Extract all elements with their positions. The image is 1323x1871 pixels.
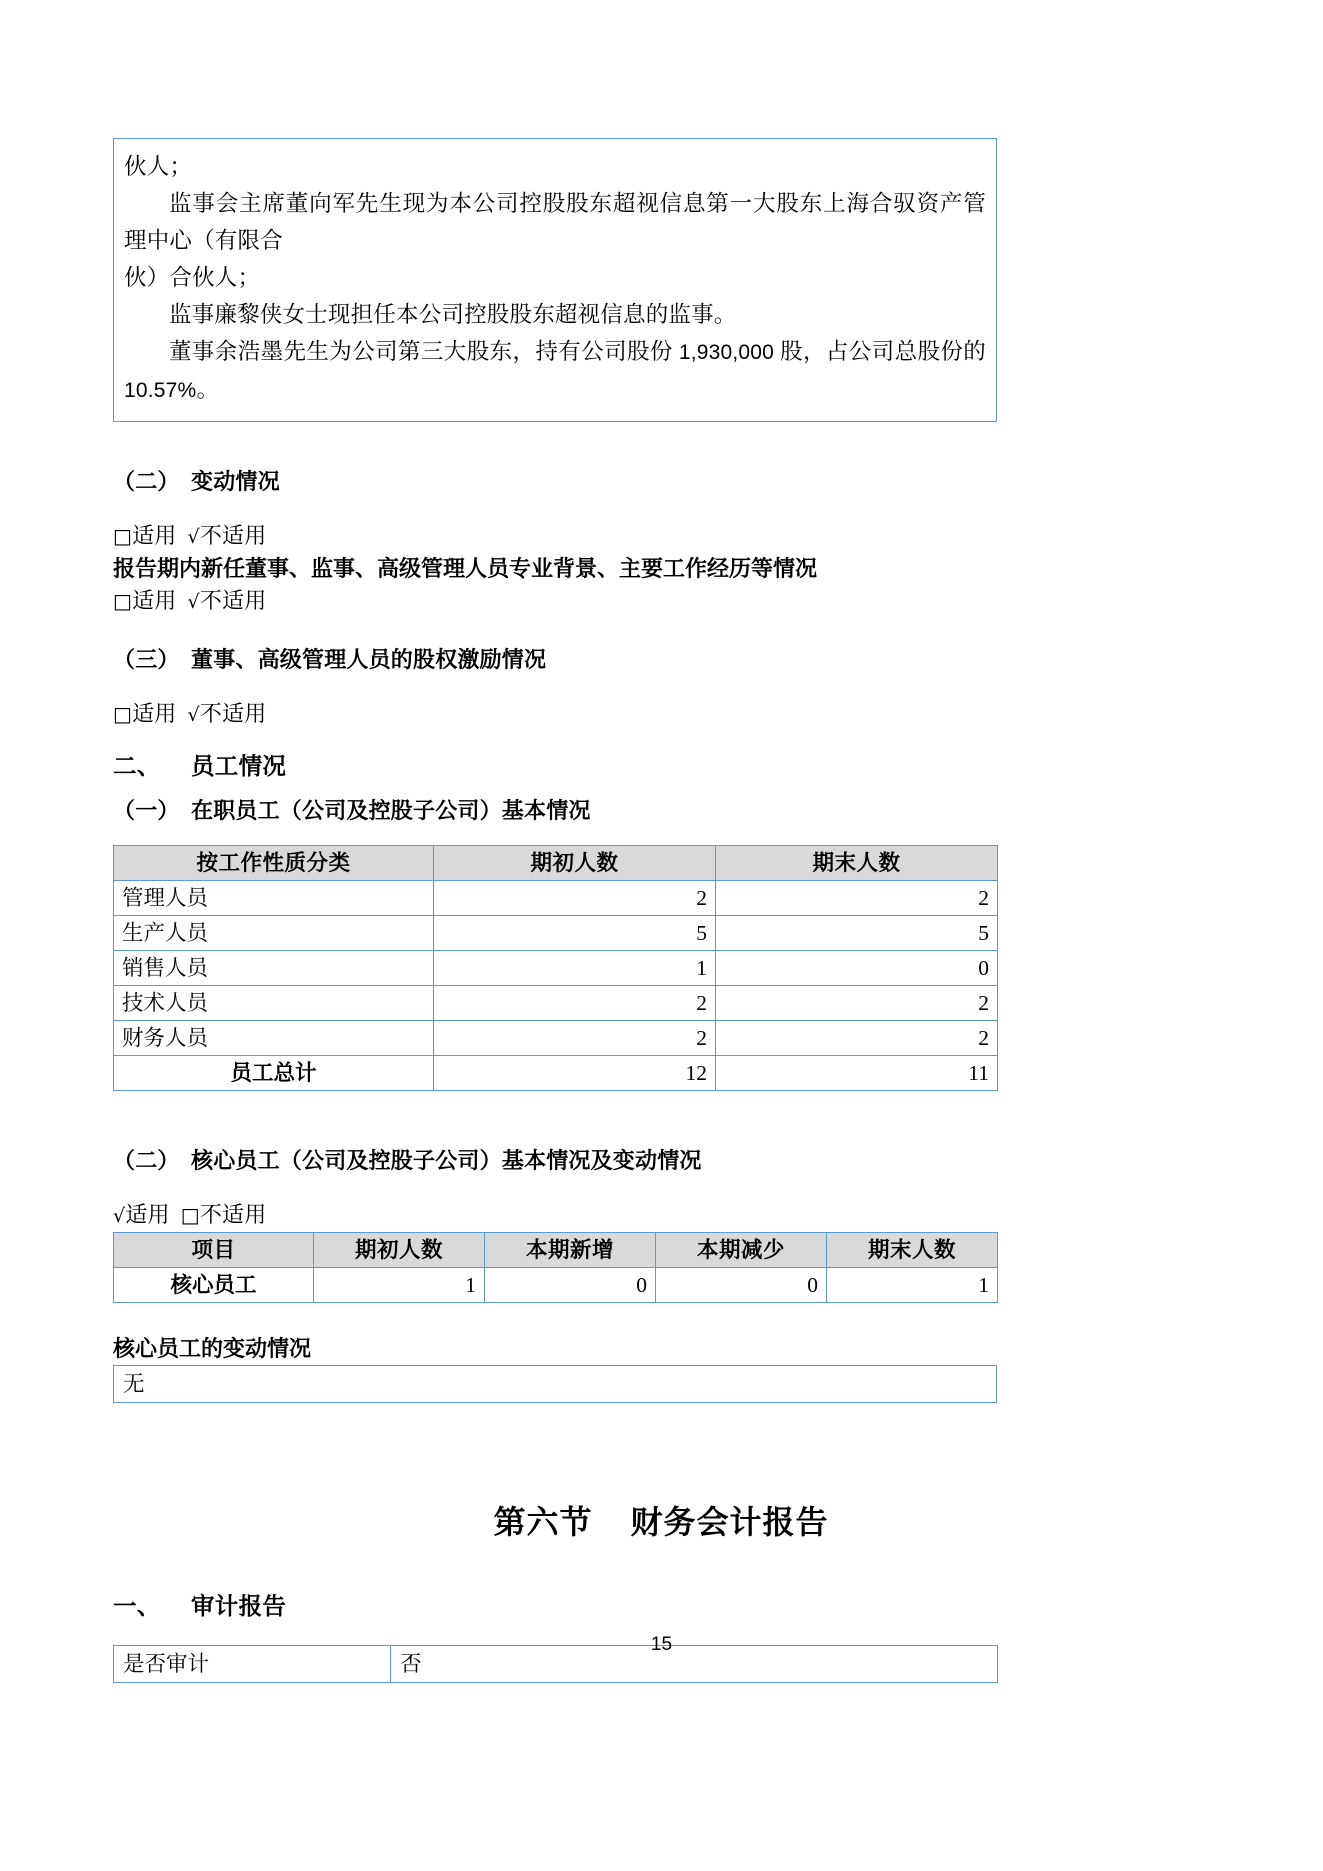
cell-audit-label: 是否审计 bbox=[114, 1646, 391, 1683]
heading-section-3-text: 董事、高级管理人员的股权激励情况 bbox=[191, 647, 547, 672]
applicable-label: 适用 bbox=[132, 523, 177, 548]
cell-end: 0 bbox=[716, 951, 998, 986]
cell-total-end: 11 bbox=[716, 1056, 998, 1091]
note-line-3: 监事廉黎侠女士现担任本公司控股股东超视信息的监事。 bbox=[169, 302, 737, 327]
empty-checkbox-icon: □ bbox=[180, 1203, 200, 1227]
empty-checkbox-icon: □ bbox=[113, 524, 133, 548]
directors-supervisors-note-box bbox=[113, 138, 997, 422]
core-employee-change-label: 核心员工的变动情况 bbox=[113, 1336, 312, 1361]
cell-begin: 2 bbox=[434, 881, 716, 916]
core-employee-change-value: 无 bbox=[123, 1372, 145, 1396]
table-total-row bbox=[114, 1056, 998, 1091]
page-content bbox=[113, 0, 1209, 1683]
cell-begin: 5 bbox=[434, 916, 716, 951]
applicability-row-1 bbox=[113, 520, 1209, 553]
new-appointments-statement: 报告期内新任董事、监事、高级管理人员专业背景、主要工作经历等情况 bbox=[113, 556, 818, 581]
heading-section-2-lead: （二） bbox=[113, 469, 180, 494]
note-line-2-cont: 伙）合伙人； bbox=[124, 265, 261, 290]
applicable-label: 适用 bbox=[132, 701, 177, 726]
cell-total-label: 员工总计 bbox=[114, 1056, 434, 1091]
not-applicable-label: 不适用 bbox=[199, 701, 267, 726]
chapter-six-title bbox=[113, 1499, 1209, 1545]
table-row bbox=[114, 1268, 998, 1303]
heading-core-employees-text: 核心员工（公司及控股子公司）基本情况及变动情况 bbox=[191, 1148, 702, 1173]
cell-category: 销售人员 bbox=[114, 951, 434, 986]
shares-count: 1,930,000 bbox=[678, 341, 775, 364]
column-header-reduced: 本期减少 bbox=[656, 1233, 827, 1268]
heading-employees bbox=[113, 795, 1209, 827]
cell-end: 2 bbox=[716, 986, 998, 1021]
column-header-added: 本期新增 bbox=[485, 1233, 656, 1268]
column-header-end: 期末人数 bbox=[827, 1233, 998, 1268]
heading-chapter-two bbox=[113, 749, 1209, 783]
cell-category: 管理人员 bbox=[114, 881, 434, 916]
core-employee-change-box bbox=[113, 1365, 997, 1403]
check-mark-icon: √ bbox=[113, 1205, 126, 1227]
empty-checkbox-icon: □ bbox=[113, 589, 133, 613]
cell-category: 财务人员 bbox=[114, 1021, 434, 1056]
column-header-category: 按工作性质分类 bbox=[114, 846, 434, 881]
applicability-row-core bbox=[113, 1199, 1209, 1232]
column-header-begin: 期初人数 bbox=[434, 846, 716, 881]
heading-audit-report bbox=[113, 1589, 1209, 1623]
heading-employees-text: 在职员工（公司及控股子公司）基本情况 bbox=[191, 798, 591, 823]
column-header-item: 项目 bbox=[114, 1233, 314, 1268]
cell-begin: 1 bbox=[434, 951, 716, 986]
heading-audit-report-lead: 一、 bbox=[113, 1593, 161, 1619]
chapter-six-text: 财务会计报告 bbox=[630, 1504, 829, 1540]
not-applicable-label: 不适用 bbox=[199, 588, 267, 613]
heading-section-2-text: 变动情况 bbox=[191, 469, 280, 494]
table-row bbox=[114, 1021, 998, 1056]
table-row bbox=[114, 916, 998, 951]
table-row bbox=[114, 881, 998, 916]
column-header-begin: 期初人数 bbox=[314, 1233, 485, 1268]
heading-section-3 bbox=[113, 644, 1209, 676]
note-line-1: 伙人； bbox=[124, 154, 193, 179]
note-line-2: 监事会主席董向军先生现为本公司控股股东超视信息第一大股东上海合驭资产管理中心（有限合 bbox=[124, 191, 986, 253]
applicable-label: 适用 bbox=[125, 1202, 170, 1227]
chapter-six-lead: 第六节 bbox=[493, 1504, 593, 1540]
cell-audit-value: 否 bbox=[391, 1646, 998, 1683]
heading-core-employees bbox=[113, 1145, 1209, 1177]
cell-item: 核心员工 bbox=[114, 1268, 314, 1303]
heading-chapter-two-text: 员工情况 bbox=[191, 753, 287, 779]
cell-end: 2 bbox=[716, 881, 998, 916]
cell-begin: 2 bbox=[434, 986, 716, 1021]
heading-audit-report-text: 审计报告 bbox=[191, 1593, 287, 1619]
heading-core-employees-lead: （二） bbox=[113, 1148, 180, 1173]
not-applicable-label: 不适用 bbox=[199, 523, 267, 548]
cell-total-begin: 12 bbox=[434, 1056, 716, 1091]
applicability-row-3 bbox=[113, 698, 1209, 731]
cell-end: 1 bbox=[827, 1268, 998, 1303]
not-applicable-label: 不适用 bbox=[199, 1202, 267, 1227]
column-header-end: 期末人数 bbox=[716, 846, 998, 881]
cell-reduced: 0 bbox=[656, 1268, 827, 1303]
heading-chapter-two-lead: 二、 bbox=[113, 753, 161, 779]
heading-employees-lead: （一） bbox=[113, 798, 180, 823]
empty-checkbox-icon: □ bbox=[113, 702, 133, 726]
check-mark-icon: √ bbox=[187, 591, 200, 613]
check-mark-icon: √ bbox=[187, 704, 200, 726]
employee-table bbox=[113, 845, 998, 1091]
core-employee-table bbox=[113, 1232, 998, 1303]
cell-category: 技术人员 bbox=[114, 986, 434, 1021]
table-row bbox=[114, 951, 998, 986]
cell-begin: 2 bbox=[434, 1021, 716, 1056]
note-line-4: 董事余浩墨先生为公司第三大股东，持有公司股份 1,930,000 股，占公司总股份的 10.57%。 bbox=[124, 339, 986, 402]
cell-added: 0 bbox=[485, 1268, 656, 1303]
table-header-row bbox=[114, 1233, 998, 1268]
cell-category: 生产人员 bbox=[114, 916, 434, 951]
heading-section-2 bbox=[113, 466, 1209, 498]
heading-section-3-lead: （三） bbox=[113, 647, 180, 672]
cell-begin: 1 bbox=[314, 1268, 485, 1303]
shares-percent: 10.57% bbox=[124, 379, 197, 402]
table-header-row bbox=[114, 846, 998, 881]
page-number: 15 bbox=[650, 1634, 673, 1655]
cell-end: 5 bbox=[716, 916, 998, 951]
table-row bbox=[114, 986, 998, 1021]
applicability-row-2 bbox=[113, 585, 1209, 618]
applicable-label: 适用 bbox=[132, 588, 177, 613]
check-mark-icon: √ bbox=[187, 526, 200, 548]
cell-end: 2 bbox=[716, 1021, 998, 1056]
